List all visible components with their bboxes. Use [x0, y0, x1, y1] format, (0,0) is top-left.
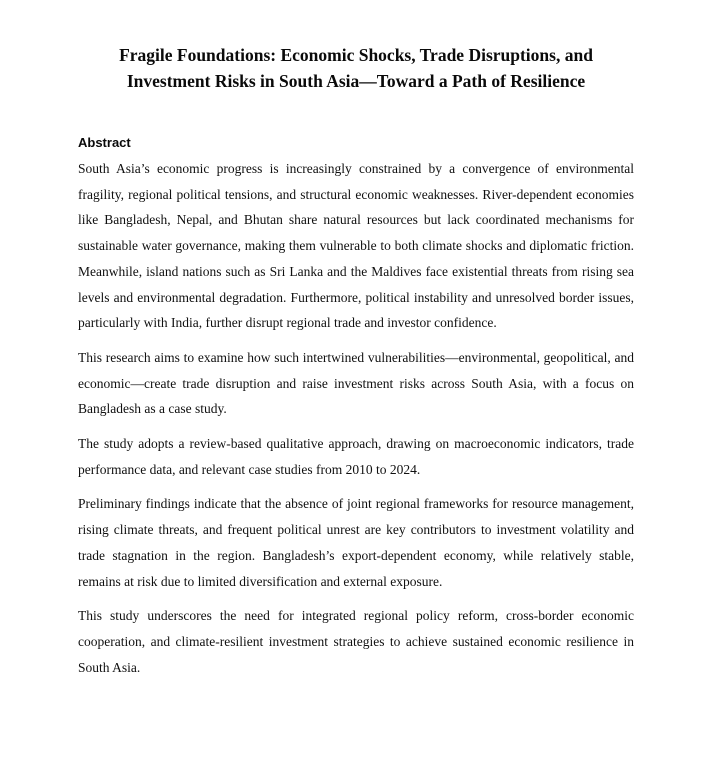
paper-title: Fragile Foundations: Economic Shocks, Trade Disruptions, and Investment Risks in South Asia—Toward a Path of Resilience — [119, 45, 593, 91]
abstract-heading: Abstract — [78, 135, 131, 150]
abstract-paragraph: Preliminary findings indicate that the absence of joint regional frameworks for resource management, rising climate threats, and frequent political unrest are key contributors to investment volatility and trade stagnation in the region. Bangladesh’s export-dependent economy, while relatively stable, remains at risk due to limited diversification and external exposure. — [78, 496, 634, 589]
abstract-paragraph: This research aims to examine how such intertwined vulnerabilities—environmental, geopolitical, and economic—create trade disruption and raise investment risks across South Asia, with a focus on Bangladesh as a case study. — [78, 349, 634, 417]
abstract-body — [78, 156, 634, 680]
abstract-paragraph: This study underscores the need for integrated regional policy reform, cross-border economic cooperation, and climate-resilient investment strategies to achieve sustained economic resilience in South Asia. — [78, 608, 634, 675]
abstract-paragraph: The study adopts a review-based qualitative approach, drawing on macroeconomic indicators, trade performance data, and relevant case studies from 2010 to 2024. — [78, 436, 634, 477]
abstract-paragraph: South Asia’s economic progress is increasingly constrained by a convergence of environmental fragility, regional political tensions, and structural economic weaknesses. River-dependent economies like Bangladesh, Nepal, and Bhutan share natural resources but lack coordinated mechanisms for sustainable water governance, making them vulnerable to both climate shocks and diplomatic friction. Meanwhile, island nations such as Sri Lanka and the Maldives face existential threats from rising sea levels and environmental degradation. Furthermore, political instability and unresolved border issues, particularly with India, further disrupt regional trade and investor confidence. — [78, 161, 634, 331]
